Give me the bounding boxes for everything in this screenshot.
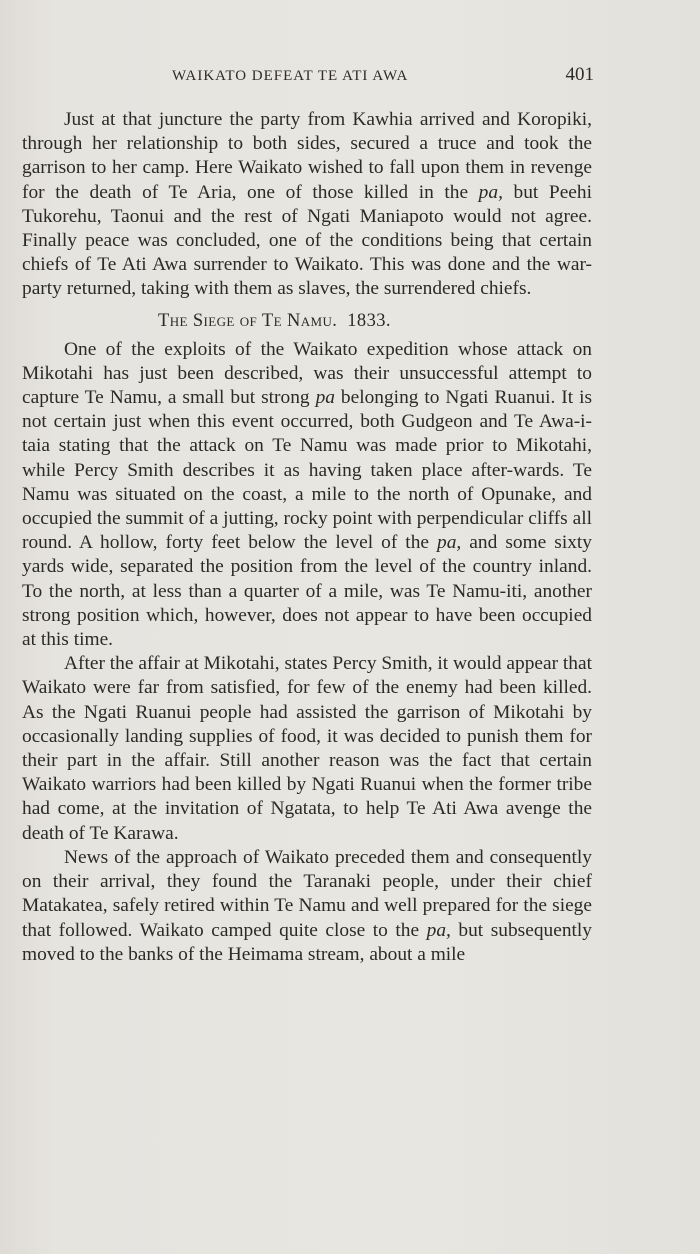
page-number: 401	[565, 64, 594, 85]
text-run: and some sixty yards wide, separated the position from the level of the country inland. To the north, at less than a quarter of a mile, was Te Namu-iti, another strong position which, however, does not appear to have been occupied at this time.	[22, 532, 593, 651]
italic-word: pa	[315, 387, 335, 409]
paragraph-truce	[22, 108, 592, 302]
text-run: but Peehi Tukorehu, Taonui and the rest of Ngati Maniapoto would not agree. Finally peace was concluded, one of the conditions being that certain chiefs of Te Ati Awa surrender to Waikato. This was done and the war-party returned, taking with them as slaves, the surrendered chiefs.	[22, 181, 592, 300]
paragraph-mikotahi: After the affair at Mikotahi, states Percy Smith, it would appear that Waikato were far from satisfied, for few of the enemy had been killed. As the Ngati Ruanui people had assisted the garrison of Mikotahi by occasionally landing supplies of food, it was decided to punish them for their part in the affair. Still another reason was the fact that certain Waikato warriors had been killed by Ngati Ruanui when the former tribe had come, at the invitation of Ngatata, to help Te Ati Awa avenge the death of Te Karawa.	[22, 653, 592, 844]
section-heading	[22, 307, 592, 335]
running-title: WAIKATO DEFEAT TE ATI AWA	[172, 68, 409, 84]
text-run: News of the approach of Waikato preceded them and consequently on their arrival, they found the Taranaki people, under their chief Matakatea, safely retired within Te Namu and well prepared for the siege that followed. Waikato camped quite close to the	[22, 846, 592, 941]
italic-word: pa,	[426, 919, 451, 941]
italic-word: pa,	[478, 181, 503, 203]
section-heading-title: The Siege of Te Namu.	[158, 310, 338, 331]
section-heading-year: 1833.	[347, 310, 391, 331]
italic-word: pa,	[437, 532, 462, 554]
page-header	[22, 62, 594, 92]
body-text	[22, 108, 592, 967]
paragraph-waikato-approach	[22, 846, 592, 967]
text-run: Just at that juncture the party from Kawhia arrived and Koropiki, through her relationship to both sides, secured a truce and took the garrison to her camp. Here Waikato wished to fall upon them in revenge for the death of Te Aria, one of those killed in the	[22, 109, 592, 203]
paragraph-te-namu	[22, 338, 592, 653]
text-run: but subsequently moved to the banks of the Heimama stream, about a mile	[22, 919, 592, 965]
text-run: One of the exploits of the Waikato expedition whose attack on Mikotahi has just been described, was their unsuccessful attempt to capture Te Namu, a small but strong	[22, 338, 592, 409]
text-run: belonging to Ngati Ruanui. It is not certain just when this event occurred, both Gudgeon and Te Awa-i-taia stating that the attack on Te Namu was made prior to Mikotahi, while Percy Smith describes it as having taken place after-wards. Te Namu was situated on the coast, a mile to the north of Opunake, and occupied the summit of a jutting, rocky point with perpendicular cliffs all round. A hollow, forty feet below the level of the	[22, 387, 592, 554]
